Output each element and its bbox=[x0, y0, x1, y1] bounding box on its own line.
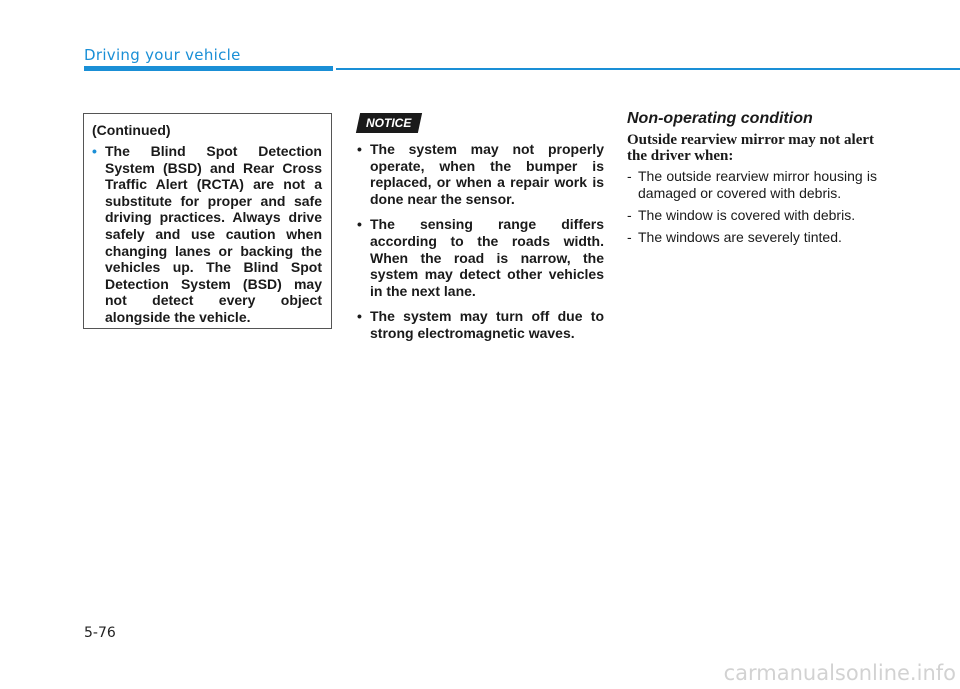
non-operating-item-text: The outside rearview mirror housing is damaged or covered with debris. bbox=[638, 168, 877, 201]
warning-bullet-item bbox=[92, 143, 322, 326]
notice-item bbox=[357, 308, 604, 341]
dash-mark: - bbox=[627, 207, 632, 223]
non-operating-item bbox=[627, 168, 877, 202]
non-operating-item-text: The window is covered with debris. bbox=[638, 207, 856, 223]
watermark: carmanualsonline.info bbox=[723, 661, 956, 685]
warning-box bbox=[83, 113, 332, 329]
notice-item-text: The sensing range differs according to the roads width. When the road is narrow, the system may detect other vehicles in the next lane. bbox=[370, 216, 604, 299]
notice-badge bbox=[356, 113, 422, 133]
non-operating-subheading: Outside rearview mirror may not alert the driver when: bbox=[627, 132, 875, 164]
notice-item-text: The system may not properly operate, when the bumper is replaced, or when a repair work is done near the sensor. bbox=[370, 141, 604, 207]
notice-list bbox=[357, 141, 604, 351]
page-number: 5-76 bbox=[84, 625, 116, 641]
non-operating-item bbox=[627, 207, 877, 224]
notice-item bbox=[357, 216, 604, 299]
dash-mark: - bbox=[627, 229, 632, 245]
non-operating-item bbox=[627, 229, 877, 246]
bullet-dot-icon: • bbox=[357, 216, 362, 233]
non-operating-item-text: The windows are severely tinted. bbox=[638, 229, 842, 245]
notice-item bbox=[357, 141, 604, 207]
non-operating-heading: Non-operating condition bbox=[627, 110, 813, 127]
header-bar-thick bbox=[84, 66, 333, 71]
continued-label: (Continued) bbox=[92, 122, 171, 138]
non-operating-list bbox=[627, 168, 877, 251]
bullet-dot-icon: • bbox=[357, 308, 362, 325]
warning-bullet-text: The Blind Spot Detection System (BSD) and Rear Cross Traffic Alert (RCTA) are not a substitute for proper and safe driving practices. Always drive safely and use caution when changing lanes or backing the vehicles up. The Blind Spot Detection System (BSD) may not detect every object alongside the vehicle. bbox=[105, 143, 322, 325]
bullet-dot-icon: • bbox=[92, 143, 97, 159]
section-header-title: Driving your vehicle bbox=[84, 46, 241, 64]
notice-item-text: The system may turn off due to strong electromagnetic waves. bbox=[370, 308, 604, 341]
dash-mark: - bbox=[627, 168, 632, 184]
notice-badge-label: NOTICE bbox=[366, 116, 412, 130]
header-bar-thin bbox=[336, 68, 960, 70]
bullet-dot-icon: • bbox=[357, 141, 362, 157]
